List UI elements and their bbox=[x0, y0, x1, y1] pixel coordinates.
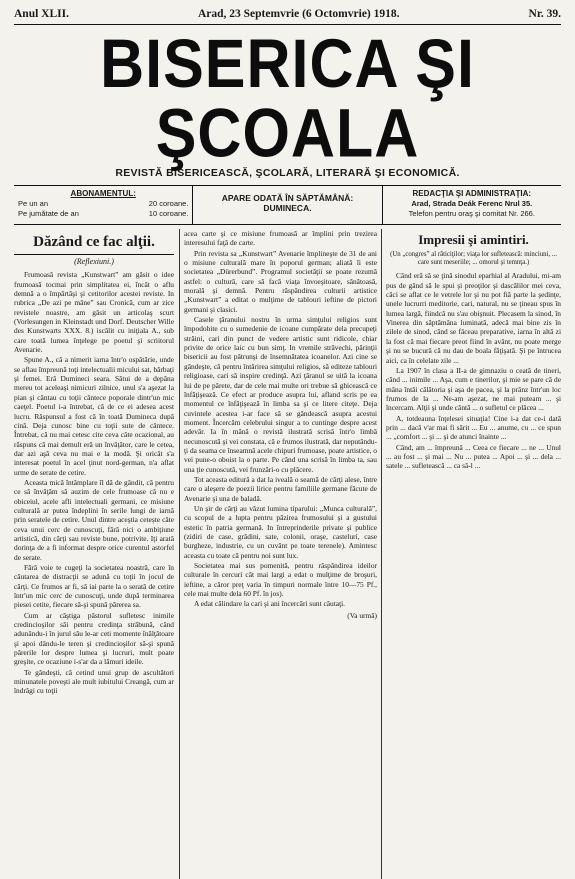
article-2-subtitle: (Un „congres” al răticiţilor; viaţa lor sufletească: minciuni, ... care sunt meseriile; ... omorul şi temnţa.) bbox=[390, 251, 557, 267]
article-1-paragraph: Spune A., că a nimerit iarna într'o ospătărie, unde se aflau împreună toţi intelectualii micului sat, bărbaţi şi femei. Eră Dumineci seara. Sătui de a depăna mereu tot aceleaşi nimicuri zilnice, unul s'a aşezat la pian şi cântau cu toţii cântece poporale dintr'un mic caeţel. Poetul i-a întrebat, că de ce ei adesea acest lucru. Răspunsul a fost că în toată Dumineca după cină. Deja cunosc bine cu toţii sute de cântece. Întrebat, că nu mai cetesc cite ceva câte ocazional, au răspuns că mai demult eră un învăţător, care le cetea, dar azi aşă ceva nu mai e la modă. Şi oricât s'a interesat poetul în acel ţinut nord-german, n'a aflat urme de serate de cetire. bbox=[14, 355, 174, 477]
article-2-paragraph: La 1907 în clasa a II-a de gimnaziu o ceată de tineri, când ... inimile ... Aşa, cum e tinerilor, şi mie se pare că de mâna întâi călătoria şi aşa de pacea, şi la prânz într'un loc frumos de la ... Ne-am aşezat, ne mai puteam ... şi încercam. Alţii şi unde cântă ... o sufletul ce plăcea ... bbox=[386, 365, 561, 413]
article-2-paragraph: Când eră să se ţină sinodul eparhial al Aradului, mi-am pus de gând să le spui şi preoţilor şi dascălilor mei ceva, căci se aflat ce le vetrele lor şi nu pot fiă parte la şedinţe, unele lucrurri meditorie, cari, natural, nu se ţineau spus în lumea largă, fiindcă nu s'au obişnuit. Plecasem la sinod, în Vinerea din săptămâna luminată, adecă mai bine zis în zilele de sinod, când se făceau preparative, iarna în altă zi la fost că mai fiecare preot fiind în avânt, nu poate merge şi nu se bucură că nu dau de boala făţişată. Şi pe întrucea aici, ca în celelate zile ... bbox=[386, 271, 561, 365]
column-divider bbox=[381, 229, 382, 879]
article-1-paragraph: A edat călindare la cari şi ani încercări sunt căutaţi. bbox=[194, 599, 346, 609]
office-address: Arad, Strada Deák Ferenc Nrul 35. bbox=[411, 199, 533, 208]
dateline: Arad, 23 Septemvrie (6 Octomvrie) 1918. bbox=[197, 8, 400, 20]
masthead-title: BISERICA ŞI ŞCOALA bbox=[100, 25, 475, 172]
subscription-year-label: Pe un an bbox=[18, 199, 49, 208]
subscription-row-year bbox=[18, 199, 188, 209]
article-1-paragraph: Tot aceasta editură a dat la iveală o seamă de cărţi alese, între care o aleşere de poezii lirice pentru familiile germane făcute de Avenarie şi una de baladă. bbox=[184, 474, 377, 503]
column-2 bbox=[184, 229, 377, 879]
volume-number: Anul XLII. bbox=[14, 8, 69, 20]
newspaper-page bbox=[14, 6, 561, 796]
masthead-subtitle: REVISTĂ BISERICEASCĂ, ŞCOLARĂ, LITERARĂ ŞI ECONOMICĂ. bbox=[115, 167, 460, 179]
article-1-paragraph: Cum ar câştiga păstorul sufletesc inimile credincioşilor săi pentru credinţa străbună, când adunându-i în jurul său le-ar ceti momente înălţătoare şi apoi dându-le teren şi credincioşilor să-şi spună părerile lor despre lumea şi lucruri, mult poate greşite, ce ocaziune i-s'ar da a lămuri ideile. bbox=[14, 610, 174, 667]
issue-number: Nr. 39. bbox=[528, 8, 561, 20]
subscription-heading: ABONAMENTUL: bbox=[70, 189, 136, 198]
office-box bbox=[383, 186, 561, 224]
subscription-half-price: 10 coroane. bbox=[148, 209, 189, 218]
article-2-title: Impresii şi amintiri. bbox=[418, 232, 529, 247]
article-1-title: Dăzând ce fac alţii. bbox=[14, 233, 174, 255]
info-bar bbox=[14, 185, 561, 225]
article-1-continuation: (Va urmă) bbox=[347, 610, 377, 620]
article-2-paragraph: A, totdeauna înţelesei situaţia! Cine i-a dat ce-i dată prin ... dacă v'ar mai fi sărit ... Eu ... anume, cu ... ce spun ... „comfort ... şi ... şi de atunci înainte ... bbox=[386, 413, 561, 442]
frequency-box bbox=[193, 186, 382, 224]
article-1-paragraph: Casele ţăranului nostru în urma simţului religios sunt împodobite cu o sumedenie de icoane cumpărate dela precupeţi străini, cari din punct de vedere artistic sunt ridicole, chiar privite de orice laic cu bun simţ. In vremile străvechi, părinţii bisericii au fost pătrunşi de însemnătatea icoanelor. Azi cine se gândeşte, că pentru întărirea simţului religios, să editeze tablouri religioase, cari să inspire credinţă. Azi ţăranul se uită la icoana lui de pe părete, dar de cele mai multe ori trebue să ghicească ce înfăţişează. Ce efect ar produce asupra lui, afland scris pe ea momentul ce înfăţişează în limba sa şi ce litere citeţe. Deja cuvintele acestea i-ar face să se gândească asupra acestui moment. Încercăm celebrului singur a to cuntinge despre acest adevăr. Ia în mână o revistă ilustrată scrisă într'o limbă necunoscută şi vei constata, că e frumos ilustrată, dar neputându-ţi da seama ce înseamnă acele chipuri frumoase, poate artistice, o vei pune-o oboist la o parte. Pe când una scrisă în limba ta, sau una ţie cunoscută, vei frunzări-o cu plăcere. bbox=[184, 315, 377, 474]
article-1-paragraph: Fără voie te cugeţi la societatea noastră, care în căutarea de distracţii se adună cu toţii în jocul de cărţi. Ce frumos ar fi, să iai parte la o serată de cetire într'un mic cerc de cunoscuţi, unde după terminarea piesei cetite, fiecare să-şi spună părerea sa. bbox=[14, 563, 174, 610]
article-1-paragraph: Un şir de cărţi au văzut lumina tiparului: „Munca culturală”, cu scopul de a lupta pentru păzirea frumosului şi a gustului estetic în patria germană. In întreprinderile private şi publice (zidiri de case, grădini, sate, colonii, oraşe, castelurí, case burgheze, industrie, cu un cuvânt pe toate terenele). Amintesc aceasta cu toate că pentru noi sunt lux. bbox=[184, 503, 377, 560]
column-divider bbox=[179, 229, 180, 879]
article-1-paragraph: Te gândeşti, că cetind unui grup de ascultători minunatele poveşti ale mult iubitului Creangă, cum ar îndrăgi cu toţii bbox=[14, 667, 174, 696]
subscription-year-price: 20 coroane. bbox=[148, 199, 189, 208]
header-topline bbox=[14, 6, 561, 22]
article-1-paragraph: Societatea mai sus pomenită, pentru răspândirea ideilor culturale în cercuri cât mai largi a edat o mulţime de broşuri, ieftine, a câror preţ varia în timpuri normale între 10—75 Pf., cele mai multe dela 60 Pf. în jos). bbox=[184, 561, 377, 599]
article-2-paragraph: Când, am ... împreună ... Ceea ce fiecare ... ne ... Unul ... au fost ... şi mai ... Nu ... putea ... Apoi ... şi ... dela ... satele ... sufletească ... ca să-l ... bbox=[386, 442, 561, 471]
article-1-subtitle: (Reflexiuni.) bbox=[74, 257, 114, 266]
article-columns bbox=[14, 229, 561, 879]
office-heading: REDACŢIA ŞI ADMINISTRAŢIA: bbox=[412, 189, 532, 198]
article-1-paragraph: acea carte şi ce misiune frumoasă ar împlini prin trezirea interesului faţă de carte. bbox=[184, 229, 377, 248]
office-phone: Telefon pentru oraş şi comitat Nr. 266. bbox=[408, 209, 535, 218]
column-3 bbox=[386, 229, 561, 879]
frequency-day: DUMINECA. bbox=[263, 203, 312, 213]
subscription-row-half bbox=[18, 209, 188, 219]
subscription-half-label: Pe jumătate de an bbox=[18, 209, 79, 218]
article-1-paragraph: Prin revista sa „Kunstwart” Avenarie împlineşte de 31 de ani o misiune culturală mare în poporul german; aliată îi este societatea „Dürerbund”. Programul societăţii se poate rezumă astfel: o cultură, care să facă viaţa învoeşitoare, sănătoasă, morală şi demnă. Pentru răspândirea culturii artistice „Kunstwart” a editat o mulţime de tablouri ieftine de pictori germani şi clasici. bbox=[184, 248, 377, 314]
subscription-box bbox=[14, 186, 193, 224]
article-1-paragraph: Frumoasă revista „Kunstwart” am găsit o idee frumoasă tocmai prin simplitatea ei, încât o aflu demnă a o împărtăşi şi cetitorilor acestei reviste. In rubrica „De azi pe mâne” sau Cronică, cum ar zice revistele noastre, am găsit un articolaş scurt (Vorlesungen in Kleinstadt und Dorf. Deutscher Wille des Kunstwarts XXX. 8.) iscălit cu iniţiala A., sub care toată lumea înţelege pe poetul şi scriitorul Avenarie. bbox=[14, 270, 174, 355]
article-1-paragraph: Aceasta mică întâmplare îl dă de gândit, că pentru ce să învăţăm să auzim de cele frumoase că nu e obiceiul, acele afli intelectuali germani, ce misiune culturală ar putea îndeplini în serile lungi de iarnă prin seratele de cetire. Unul dintre aceştia cetește câte ceva unui cerc de cunoscuţi, fără nici o ambiţiune artistică, din cărţi sau reviste bune, potrivite. Iţi arată dorinţa de a fi informat despre orice curentul astorfel de serate. bbox=[14, 477, 174, 562]
column-1 bbox=[14, 229, 174, 879]
frequency-text: APARE ODATĂ ÎN SĂPTĂMÂNĂ: bbox=[221, 193, 354, 203]
